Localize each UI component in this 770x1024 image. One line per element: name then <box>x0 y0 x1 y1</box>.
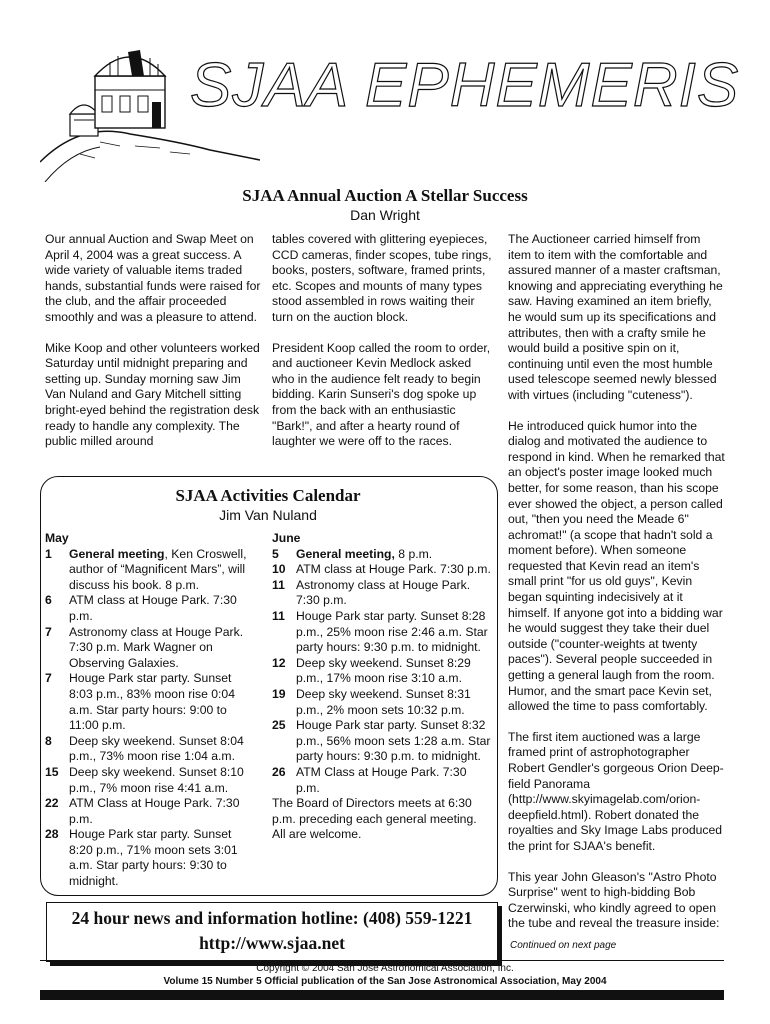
calendar-entry <box>45 734 257 765</box>
entry-text <box>69 734 257 765</box>
entry-text <box>296 656 492 687</box>
footer-bar <box>40 990 724 1000</box>
masthead-title: SJAA EPHEMERIS <box>190 51 740 120</box>
entry-text <box>69 827 257 889</box>
entry-text <box>296 718 492 765</box>
entry-description: ATM class at Houge Park. 7:30 p.m. <box>69 593 237 623</box>
calendar-entry <box>45 796 257 827</box>
paragraph: President Koop called the room to order, and auctioneer Kevin Medlock asked who in the audience felt ready to begin bidding. Karin Sunseri's dog spoke up from the back with an enthusiastic "Bark!", and after a hearty round of laughter we were off to the races. <box>272 340 491 449</box>
entry-description: Houge Park star party. Sunset 8:20 p.m., 71% moon sets 3:01 a.m. Star party hours: 9:30 to midnight. <box>69 827 238 889</box>
calendar-byline: Jim Van Nuland <box>219 507 317 523</box>
paragraph: The Auctioneer carried himself from item to item with the comfortable and assured manner of a master craftsman, knowing and appreciating everything he saw. Having examined an item briefly, he would sum up its specifications and attributes, then with a crafty smile he would build a positive spin on it, continuing until even the most humble used telescope seemed newly blessed with virtues (including "cuteness"). <box>508 232 723 402</box>
paragraph: He introduced quick humor into the dialog and motivated the audience to respond in kind. When he remarked that an object's poster image looked much better, for some reason, than his scope ever showed the object, a person called out, "then you need the Meade 6" achromat!" (a scope that hadn't sold a moment before). When someone requested that Kevin read an item's small print "for us old guys", Kevin began squinting indecisively at it himself. If anyone got into a bidding war he would suggest they take their duel outside ("counter-weights at twenty paces"). Several people succeeded in getting a general laugh from the room. Humor, and the smart pace Kevin set, allowed the time to pass comfortably. <box>508 418 725 714</box>
calendar-entry <box>45 547 257 594</box>
entry-description: , Ken Croswell, author of “Magnificent Mars”, will discuss his book. 8 p.m. <box>69 546 247 592</box>
entry-description: Deep sky weekend. Sunset 8:04 p.m., 73% moon rise 1:04 a.m. <box>69 733 244 764</box>
entry-description: Houge Park star party. Sunset 8:32 p.m., 56% moon sets 1:28 a.m. Star party hours: 9:30 p.m. to midnight. <box>296 718 491 764</box>
entry-day: 6 <box>45 593 52 608</box>
copyright-text: Copyright © 2004 San Jose Astronomical Association, Inc. <box>256 963 514 974</box>
footer-divider <box>40 960 724 961</box>
calendar-entry <box>272 578 492 609</box>
entry-text <box>296 547 432 563</box>
entry-description: 8 p.m. <box>394 546 433 561</box>
entry-text <box>69 765 257 796</box>
hotline-text: 24 hour news and information hotline: (408) 559-1221 <box>71 908 473 928</box>
website-link[interactable]: http://www.sjaa.net <box>199 933 345 953</box>
calendar-entry <box>45 625 257 672</box>
entry-day: 15 <box>45 764 59 779</box>
hotline-box <box>46 902 498 962</box>
entry-day: 26 <box>272 764 286 779</box>
paragraph: Mike Koop and other volunteers worked Saturday until midnight preparing and setting up. Sunday morning saw Jim Van Nuland and Gary Mitchell sitting bright-eyed behind the registration desk ready to handle any complexity. The public milled around <box>45 340 260 449</box>
entry-text <box>296 609 492 656</box>
publication-line: Volume 15 Number 5 Official publication of the San Jose Astronomical Association, May 2004 <box>163 976 607 987</box>
entry-description: ATM class at Houge Park. 7:30 p.m. <box>296 562 491 577</box>
calendar-june-column <box>272 531 492 843</box>
entry-day: 12 <box>272 655 286 670</box>
entry-description: Houge Park star party. Sunset 8:03 p.m., 83% moon rise 0:04 a.m. Star party hours: 9:00 to 11:00 p.m. <box>69 671 235 733</box>
calendar-entry <box>272 562 492 578</box>
article-column-3 <box>508 232 726 932</box>
calendar-entry <box>272 547 492 563</box>
month-heading: June <box>272 531 301 545</box>
entry-description: ATM Class at Houge Park. 7:30 p.m. <box>296 764 467 795</box>
entry-day: 7 <box>45 624 52 639</box>
calendar-entry <box>45 671 257 733</box>
entry-description: Deep sky weekend. Sunset 8:29 p.m., 17% moon rise 3:10 a.m. <box>296 655 471 686</box>
entry-text <box>296 562 491 578</box>
entry-text <box>69 671 257 733</box>
article-column-2 <box>272 232 496 465</box>
calendar-entry <box>45 827 257 889</box>
paragraph: The first item auctioned was a large framed print of astrophotographer Robert Gendler's gorgeous Orion Deep-field Panorama (http://www.skyimagelab.com/orion-deepfield.html). Robert donated the royalties and Sky Image Labs produced the print for SJAA's benefit. <box>508 729 724 853</box>
entry-day: 10 <box>272 562 286 577</box>
entry-day: 28 <box>45 827 59 842</box>
entry-day: 5 <box>272 546 279 561</box>
entry-text <box>69 796 257 827</box>
entry-bold-label: General meeting <box>69 546 165 561</box>
entry-day: 8 <box>45 733 52 748</box>
entry-description: ATM Class at Houge Park. 7:30 p.m. <box>69 796 240 826</box>
paragraph: This year John Gleason's "Astro Photo Surprise" went to high-bidding Bob Czerwinski, who kindly agreed to open the tube and reveal the treasure inside: <box>508 869 720 931</box>
entry-day: 11 <box>272 577 285 592</box>
entry-text <box>69 593 257 624</box>
entry-text <box>69 625 257 672</box>
calendar-entry <box>272 656 492 687</box>
entry-text <box>69 547 257 594</box>
entry-description: Deep sky weekend. Sunset 8:31 p.m., 2% moon sets 10:32 p.m. <box>296 686 471 717</box>
article-headline: SJAA Annual Auction A Stellar Success <box>242 186 528 205</box>
calendar-entry <box>272 609 492 656</box>
calendar-entry <box>272 718 492 765</box>
entry-text <box>296 578 492 609</box>
calendar-entry <box>45 765 257 796</box>
entry-description: Houge Park star party. Sunset 8:28 p.m., 25% moon rise 2:46 a.m. Star party hours: 9:30 p.m. to midnight. <box>296 608 488 655</box>
entry-text <box>296 765 492 796</box>
continued-note: Continued on next page <box>510 940 617 951</box>
article-column-1 <box>45 232 261 465</box>
entry-day: 11 <box>272 608 285 623</box>
calendar-entry <box>272 765 492 796</box>
entry-day: 19 <box>272 686 286 701</box>
entry-text <box>296 687 492 718</box>
entry-day: 7 <box>45 671 52 686</box>
entry-description: Astronomy class at Houge Park. 7:30 p.m. <box>296 577 471 608</box>
entry-bold-label: General meeting, <box>296 546 395 561</box>
article-byline: Dan Wright <box>350 207 420 223</box>
calendar-may-column <box>45 531 257 890</box>
calendar-entry <box>272 687 492 718</box>
calendar-title: SJAA Activities Calendar <box>175 486 361 505</box>
calendar-entry <box>45 593 257 624</box>
board-meeting-note: The Board of Directors meets at 6:30 p.m. preceding each general meeting. All are welcome. <box>272 796 477 842</box>
entry-day: 22 <box>45 796 59 811</box>
entry-description: Deep sky weekend. Sunset 8:10 p.m., 7% moon rise 4:41 a.m. <box>69 764 244 795</box>
paragraph: Our annual Auction and Swap Meet on April 4, 2004 was a great success. A wide variety of valuable items traded hands, substantial funds were raised for the club, and the affair proceeded smoothly and was a pleasure to attend. <box>45 232 261 324</box>
month-heading: May <box>45 531 69 545</box>
entry-day: 1 <box>45 546 52 561</box>
entry-day: 25 <box>272 718 286 733</box>
paragraph: tables covered with glittering eyepieces, CCD cameras, finder scopes, tube rings, books, posters, software, framed prints, etc. Scopes and mounts of many types stood assembled in rows waiting their turn on the auction block. <box>272 232 492 324</box>
entry-description: Astronomy class at Houge Park. 7:30 p.m. Mark Wagner on Observing Galaxies. <box>69 624 244 670</box>
